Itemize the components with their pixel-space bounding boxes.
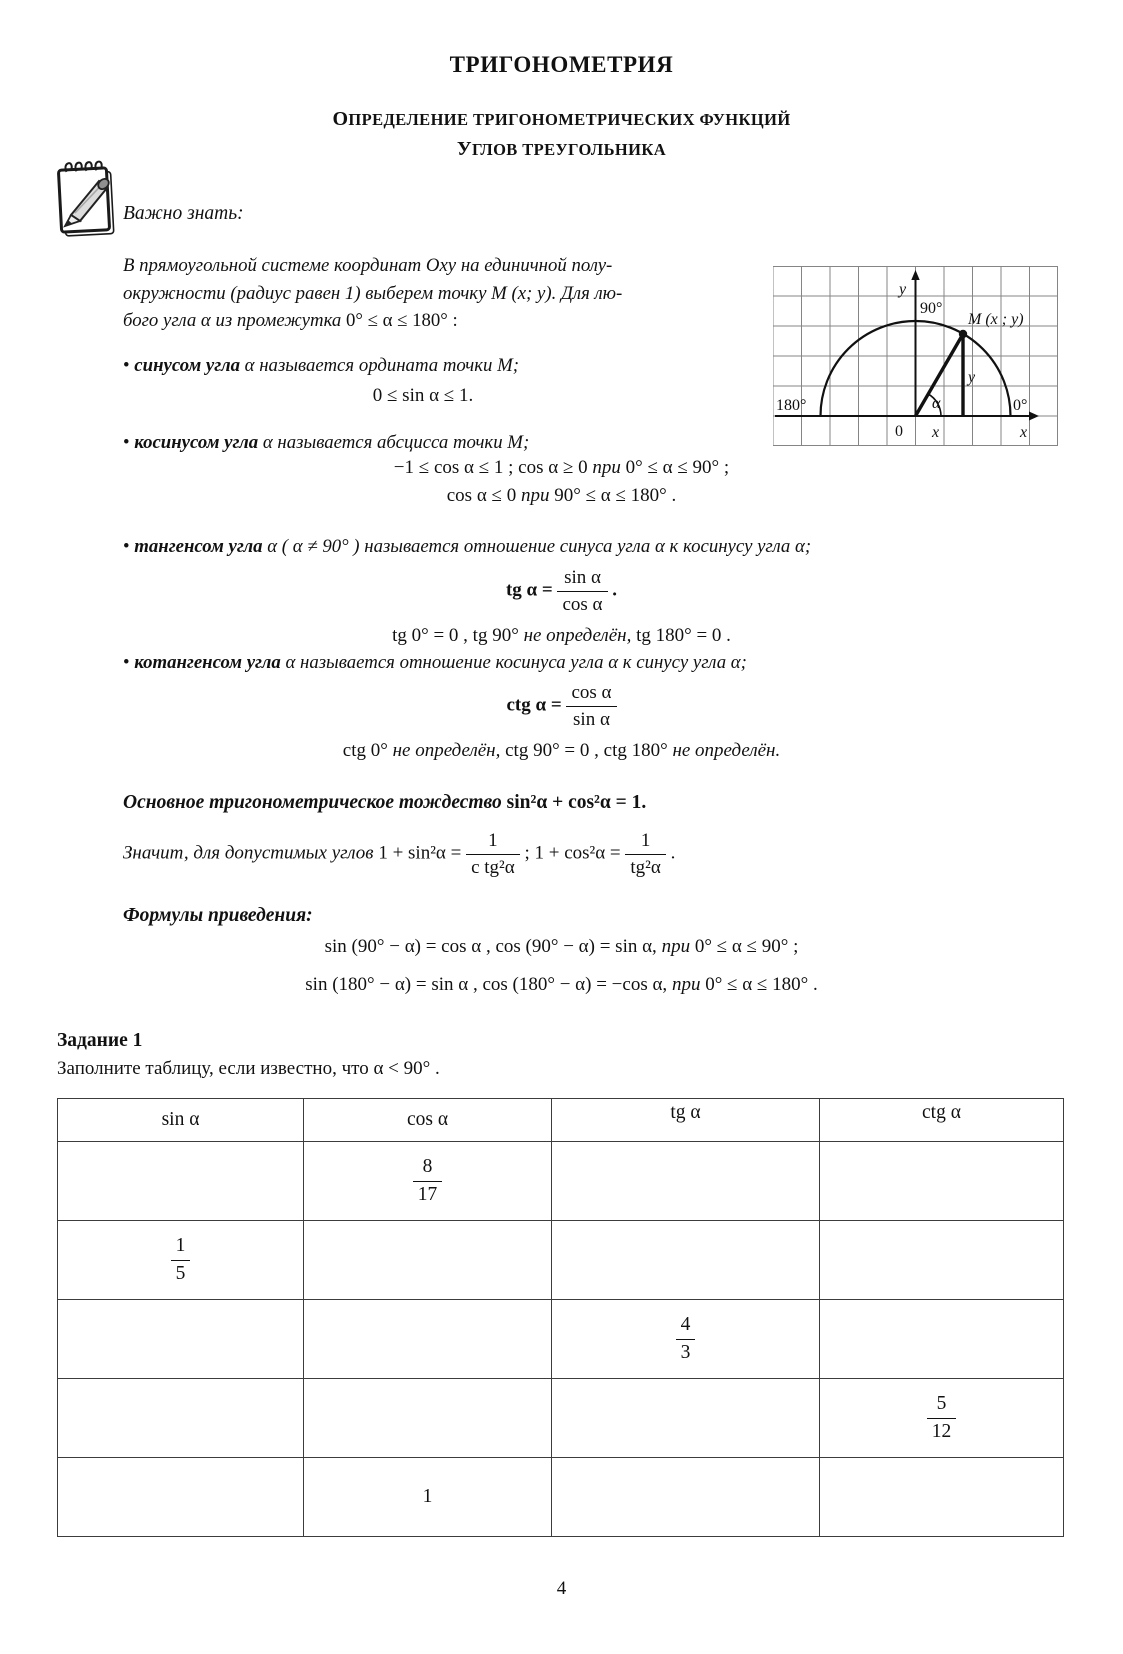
bullet-glyph: • [123,432,130,453]
cosine-range-formula-1: −1 ≤ cos α ≤ 1 ; cos α ≥ 0 при 0° ≤ α ≤ 90° ; [393,457,730,478]
table-cell [820,1142,1064,1221]
deg0-label: 0° [1013,397,1028,414]
table-cell [820,1221,1064,1300]
table-cell [304,1221,552,1300]
x-coordinate-label: x [932,424,940,441]
important-note-label: Важно знать: [123,203,244,224]
y-axis-label: y [899,281,907,298]
cotangent-ratio-formula: ctg α = $\frac{\text{cos α}}{\text{sin α}}$ [0,682,1123,731]
y-axis-arrow [911,270,919,280]
unit-semicircle-diagram [773,266,1058,448]
table-cell [820,1458,1064,1537]
table-cell [552,1142,820,1221]
point-m-dot [959,330,967,338]
origin-label: 0 [895,423,903,440]
fraction: $\frac{8}{17}$ [413,1156,443,1206]
table-cell [552,1379,820,1458]
table-header-cell: ctg α [820,1099,1064,1142]
fraction: $\frac{1}{\text{c tg²α}}$ [466,830,520,879]
fraction: $\frac{\text{cos α}}{\text{sin α}}$ [566,682,616,731]
sine-definition: • синусом угла α называется ордината точки M; [123,355,520,376]
task-title: Задание 1 [57,1030,143,1051]
table-row [58,1221,1064,1300]
intro-line3: бого угла α из промежутка 0° ≤ α ≤ 180° : [123,310,458,331]
page-number: 4 [556,1578,567,1599]
table-header-cell: cos α [304,1099,552,1142]
task-table [57,1098,1064,1537]
table-cell [304,1300,552,1379]
cotangent-values-line: ctg 0° не определён, ctg 90° = 0 , ctg 180° не определён. [342,740,781,761]
table-cell [304,1379,552,1458]
table-row [58,1379,1064,1458]
y-coordinate-label: y [968,369,976,386]
cosine-range-formula-2: cos α ≤ 0 при 90° ≤ α ≤ 180° . [446,485,677,506]
identity-formula: sin²α + cos²α = 1. [501,792,647,813]
fraction: $\frac{1}{5}$ [171,1235,191,1285]
page-subtitle-line1: ОПРЕДЕЛЕНИЕ ТРИГОНОМЕТРИЧЕСКИХ ФУНКЦИЙ [332,108,791,130]
x-axis-arrow [1029,412,1039,421]
table-cell: 1 [304,1458,552,1537]
x-axis-label: x [1020,424,1028,441]
fraction: $\frac{4}{3}$ [676,1314,696,1364]
table-cell [552,1458,820,1537]
table-header-cell: sin α [58,1099,304,1142]
table-cell [58,1142,304,1221]
table-cell [58,1379,304,1458]
tangent-ratio-formula: tg α = $\frac{\text{sin α}}{\text{cos α}}$ . [505,567,618,615]
table-cell [58,1221,304,1300]
deg90-label: 90° [920,300,943,317]
page-title: ТРИГОНОМЕТРИЯ [449,52,674,77]
fraction: $\frac{5}{12}$ [927,1393,957,1443]
bullet-glyph: • [123,652,130,673]
intro-line3-math: 0° ≤ α ≤ 180° : [345,310,458,331]
table-cell [552,1300,820,1379]
table-row [58,1142,1064,1221]
reduction-formula-1: sin (90° − α) = cos α , cos (90° − α) = sin α, при 0° ≤ α ≤ 90° ; [324,936,799,957]
bullet-glyph: • [123,355,130,376]
table-header-row [58,1099,1064,1142]
fraction: $\frac{\text{sin α}}{\text{cos α}}$ [557,567,607,616]
tangent-definition: • тангенсом угла α ( α ≠ 90° ) называется отношение синуса угла α к косинусу угла α; [123,536,812,557]
fraction: $\frac{1}{\text{tg²α}}$ [625,830,665,879]
intro-line2: окружности (радиус равен 1) выберем точку M (x; y). Для лю- [123,282,623,304]
notepad-pencil-icon [54,148,126,240]
tangent-values-line: tg 0° = 0 , tg 90° не определён, tg 180° = 0 . [392,625,731,646]
table-cell [304,1142,552,1221]
sine-range-formula: 0 ≤ sin α ≤ 1. [372,385,474,406]
page-subtitle-line2: УГЛОВ ТРЕУГОЛЬНИКА [456,138,667,160]
deg180-label: 180° [776,397,807,414]
task-condition: α < 90° . [373,1058,440,1079]
table-row [58,1458,1064,1537]
derived-identities-line: Значит, для допустимых углов 1 + sin²α = $\frac{1}{\text{c tg²α}}$ ; 1 + cos²α = $\frac{1}{\text{tg²α}}$ . [123,830,676,878]
main-identity-line: Основное тригонометрическое тождество sin²α + cos²α = 1. [123,792,647,813]
intro-paragraph [123,252,733,335]
bullet-glyph: • [123,536,130,557]
table-row [58,1300,1064,1379]
task-description: Заполните таблицу, если известно, что α < 90° . [57,1058,440,1079]
cosine-definition: • косинусом угла α называется абсцисса точки M; [123,432,530,453]
alpha-label: α [932,395,941,412]
table-cell [820,1379,1064,1458]
cotangent-definition: • котангенсом угла α называется отношение косинуса угла α к синусу угла α; [123,652,747,673]
table-cell [58,1458,304,1537]
reduction-formula-2: sin (180° − α) = sin α , cos (180° − α) = −cos α, при 0° ≤ α ≤ 180° . [305,974,818,995]
table-cell [552,1221,820,1300]
table-cell [58,1300,304,1379]
intro-line1: В прямоугольной системе координат Оху на единичной полу- [123,255,613,276]
table-cell [820,1300,1064,1379]
point-m-label: M (x ; y) [968,311,1024,328]
reduction-heading: Формулы приведения: [123,905,313,926]
table-header-cell: tg α [552,1099,820,1142]
